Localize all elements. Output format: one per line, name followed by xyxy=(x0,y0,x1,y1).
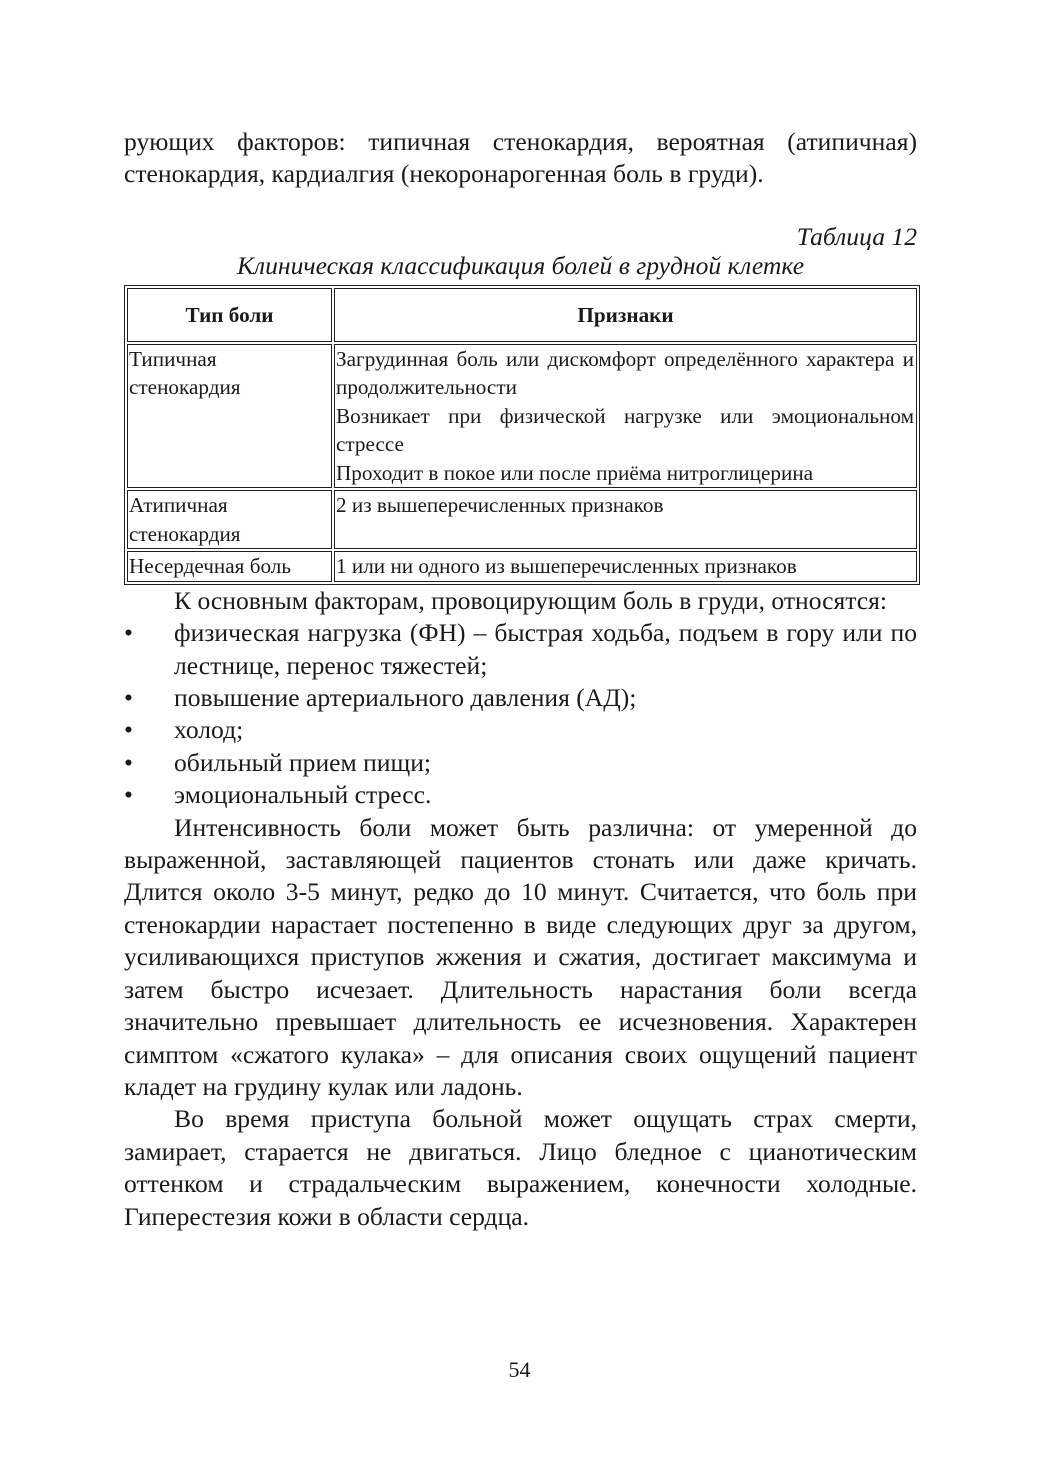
table-row xyxy=(127,490,917,549)
body-paragraph: Интенсивность боли может быть различна: от умеренной до выраженной, заставляющей пациентов стонать или даже кричать. Длится около 3-5 минут, редко до 10 минут. Считается, что боль при стенокардии нарастает постепенно в виде следующих друг за другом, усиливающихся приступов жжения и сжатия, достигает максимума и затем быстро исчезает. Длительность нарастания боли всегда значительно превышает длительность ее исчезновения. Характерен симптом «сжатого кулака» – для описания своих ощущений пациент кладет на грудину кулак или ладонь. xyxy=(124,812,917,1101)
signs-cell xyxy=(334,551,917,582)
pain-type-cell: Типичная стенокардия xyxy=(127,344,332,489)
intro-paragraph: рующих факторов: типичная стенокардия, вероятная (атипичная) стенокардия, кардиалгия (некоронарогенная боль в груди). xyxy=(124,127,917,189)
factors-intro: К основным факторам, провоцирующим боль в груди, относятся: xyxy=(174,585,888,615)
body-paragraph: Во время приступа больной может ощущать страх смерти, замирает, старается не двигаться. Лицо бледное с цианотическим оттенком и страдальческим выражением, конечности холодные. Гиперестезия кожи в области сердца. xyxy=(124,1104,917,1231)
table-number: Таблица 12 xyxy=(796,221,917,251)
sign-item: Проходит в покое или после приёма нитроглицерина xyxy=(336,460,814,485)
sign-item: Загрудинная боль или дискомфорт определённого характера и продолжительности xyxy=(336,346,914,400)
pain-type-cell: Атипичная стенокардия xyxy=(127,490,332,549)
sign-item: 1 или ни одного из вышеперечисленных признаков xyxy=(336,554,797,579)
page-content xyxy=(124,126,917,1233)
table-title: Клиническая классификация болей в грудной клетке xyxy=(236,250,805,280)
bullet: • xyxy=(124,618,133,648)
table-header-row xyxy=(127,288,917,342)
list-item-text: холод; xyxy=(174,715,244,745)
list-item-text: обильный прием пищи; xyxy=(174,747,431,777)
sign-item: Возникает при физической нагрузке или эмоциональном стрессе xyxy=(336,403,914,457)
list-item-text: физическая нагрузка (ФН) – быстрая ходьба, подъем в гору или по лестнице, перенос тяжестей; xyxy=(174,618,917,680)
table-row xyxy=(127,344,917,489)
bullet: • xyxy=(124,780,133,810)
header-pain-type: Тип боли xyxy=(127,288,332,342)
factors-list xyxy=(124,617,917,811)
list-item xyxy=(124,747,917,779)
bullet: • xyxy=(124,683,133,713)
table-row xyxy=(127,551,917,582)
pain-type-cell: Несердечная боль xyxy=(127,551,332,582)
sign-item: 2 из вышеперечисленных признаков xyxy=(336,493,664,518)
classification-table xyxy=(124,285,920,585)
page-number: 54 xyxy=(508,1357,531,1382)
list-item-text: повышение артериального давления (АД); xyxy=(174,683,637,713)
list-item xyxy=(124,714,917,746)
list-item xyxy=(124,779,917,811)
list-item xyxy=(124,682,917,714)
header-signs: Признаки xyxy=(334,288,917,342)
bullet: • xyxy=(124,715,133,745)
list-item xyxy=(124,617,917,682)
bullet: • xyxy=(124,747,133,777)
signs-cell xyxy=(334,344,917,489)
signs-cell xyxy=(334,490,917,549)
list-item-text: эмоциональный стресс. xyxy=(174,780,432,810)
